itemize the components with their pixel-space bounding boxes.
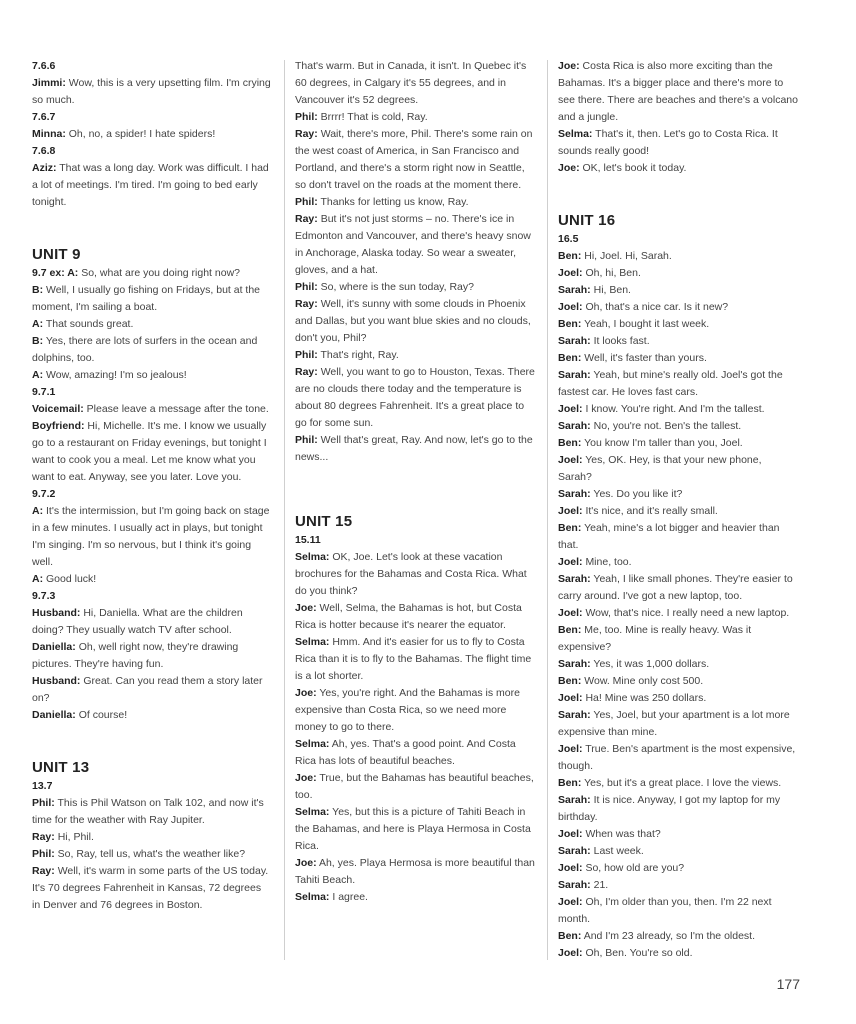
dialogue-text: Brrrr! That is cold, Ray. [320, 111, 428, 123]
speaker-name: Joel: [558, 403, 583, 415]
dialogue-text: OK, Joe. Let's look at these vacation brochures for the Bahamas and Costa Rica. What do you think? [295, 551, 527, 597]
dialogue-line [558, 656, 798, 673]
speaker-name: Jimmi: [32, 77, 66, 89]
dialogue-line [295, 685, 535, 736]
dialogue-line [558, 792, 798, 826]
dialogue-text: Yes. Do you like it? [593, 488, 683, 500]
speaker-name: Ray: [295, 366, 318, 378]
dialogue-line [558, 945, 798, 962]
speaker-name: Sarah: [558, 794, 591, 806]
dialogue-text: Well that's great, Ray. And now, let's go to the news... [295, 434, 533, 463]
dialogue-line [558, 401, 798, 418]
dialogue-text: Yes, but this is a picture of Tahiti Beach in the Bahamas, and here is Playa Hermosa in Costa Rica. [295, 806, 531, 852]
speaker-name: A: [32, 505, 44, 517]
dialogue-text: True. Ben's apartment is the most expensive, though. [558, 743, 796, 772]
speaker-name: Aziz: [32, 162, 57, 174]
speaker-name: Selma: [295, 551, 330, 563]
dialogue-text: So, how old are you? [585, 862, 685, 874]
dialogue-text: When was that? [585, 828, 661, 840]
track-number: 9.7.1 [32, 386, 56, 398]
speaker-name: Ben: [558, 250, 582, 262]
dialogue-text: And I'm 23 already, so I'm the oldest. [583, 930, 756, 942]
dialogue-line [32, 401, 272, 418]
dialogue-text: You know I'm taller than you, Joel. [584, 437, 743, 449]
dialogue-line [558, 605, 798, 622]
dialogue-line [558, 333, 798, 350]
unit-heading: UNIT 13 [32, 759, 90, 776]
speaker-name: Ben: [558, 522, 582, 534]
speaker-name: Selma: [295, 738, 330, 750]
dialogue-text: Hi, Phil. [57, 831, 94, 843]
speaker-name: Ray: [295, 128, 318, 140]
dialogue-line [32, 639, 272, 673]
speaker-name: Ben: [558, 777, 582, 789]
speaker-name: Joel: [558, 607, 583, 619]
dialogue-text: Hi, Daniella. What are the children doing? They usually watch TV after school. [32, 607, 243, 636]
dialogue-line [32, 316, 272, 333]
speaker-name: Sarah: [558, 658, 591, 670]
dialogue-line [295, 364, 535, 432]
speaker-name: Daniella: [32, 709, 76, 721]
dialogue-text: No, you're not. Ben's the tallest. [593, 420, 742, 432]
dialogue-line [558, 843, 798, 860]
track-number: 7.6.6 [32, 60, 56, 72]
dialogue-line [558, 503, 798, 520]
page-number: 177 [776, 976, 800, 992]
speaker-name: Joel: [558, 301, 583, 313]
speaker-name: Sarah: [558, 709, 591, 721]
dialogue-text: Oh, I'm older than you, then. I'm 22 next month. [558, 896, 772, 925]
speaker-name: Phil: [295, 281, 318, 293]
dialogue-text: Yes, Joel, but your apartment is a lot more expensive than mine. [558, 709, 790, 738]
dialogue-text: Yeah, but mine's really old. Joel's got the fastest car. He loves fast cars. [558, 369, 783, 398]
dialogue-text: Wow, amazing! I'm so jealous! [46, 369, 187, 381]
dialogue-line [32, 707, 272, 724]
dialogue-text: Last week. [593, 845, 644, 857]
speaker-name: Ben: [558, 675, 582, 687]
dialogue-line [558, 126, 798, 160]
speaker-name: Sarah: [558, 335, 591, 347]
speaker-name: Sarah: [558, 879, 591, 891]
speaker-name: Sarah: [558, 845, 591, 857]
dialogue-text: Hi, Michelle. It's me. I know we usually go to a restaurant on Friday evenings, but tonight I want to cook you a meal. Let me know what you want to eat. Anyway, see you later. Love you. [32, 420, 267, 483]
transcript-section [32, 384, 272, 486]
dialogue-text: Yeah, I bought it last week. [584, 318, 710, 330]
track-number: 13.7 [32, 780, 53, 792]
speaker-name: Ray: [32, 831, 55, 843]
track-number: 9.7.3 [32, 590, 56, 602]
speaker-name: Voicemail: [32, 403, 84, 415]
dialogue-line [295, 211, 535, 279]
dialogue-text: That sounds great. [45, 318, 134, 330]
dialogue-line [295, 736, 535, 770]
speaker-name: B: [32, 335, 44, 347]
dialogue-text: Oh, well right now, they're drawing pictures. They're having fun. [32, 641, 239, 670]
speaker-name: Ben: [558, 930, 582, 942]
dialogue-line [558, 928, 798, 945]
transcript-section [32, 109, 272, 143]
speaker-name: Joel: [558, 896, 583, 908]
dialogue-line [558, 367, 798, 401]
speaker-name: Phil: [295, 349, 318, 361]
dialogue-line [295, 126, 535, 194]
speaker-name: Joe: [295, 602, 317, 614]
dialogue-text: Yes, OK. Hey, is that your new phone, Sarah? [558, 454, 762, 483]
speaker-name: Joel: [558, 828, 583, 840]
dialogue-text: Great. Can you read them a story later on? [32, 675, 263, 704]
dialogue-line [32, 160, 272, 211]
unit-heading: UNIT 9 [32, 246, 81, 263]
track-number: 9.7.2 [32, 488, 56, 500]
dialogue-text: That's warm. But in Canada, it isn't. In Quebec it's 60 degrees, in Calgary it's 55 degrees, and in Vancouver it's 52 degrees. [295, 60, 527, 106]
speaker-name: Ben: [558, 437, 582, 449]
dialogue-text: That's right, Ray. [320, 349, 399, 361]
dialogue-text: It's the intermission, but I'm going back on stage in a few minutes. I usually act in plays, but tonight I'm singing. I'm so nervous, but I think it's going well. [32, 505, 270, 568]
dialogue-text: Thanks for letting us know, Ray. [320, 196, 469, 208]
dialogue-line [32, 333, 272, 367]
dialogue-text: Yes, there are lots of surfers in the ocean and dolphins, too. [32, 335, 258, 364]
speaker-name: B: [32, 284, 44, 296]
dialogue-text: True, but the Bahamas has beautiful beaches, too. [295, 772, 534, 801]
transcript-column-1 [32, 58, 272, 914]
dialogue-text: Hi, Ben. [593, 284, 631, 296]
speaker-name: Joel: [558, 743, 583, 755]
dialogue-text: Well, you want to go to Houston, Texas. There are no clouds there today and the temperature is about 80 degrees Fahrenheit. It's a great place to go for some sun. [295, 366, 535, 429]
dialogue-line [558, 690, 798, 707]
dialogue-text: Well, it's faster than yours. [584, 352, 707, 364]
dialogue-line [558, 520, 798, 554]
dialogue-line [558, 265, 798, 282]
dialogue-text: Me, too. Mine is really heavy. Was it expensive? [558, 624, 752, 653]
speaker-name: Joe: [295, 857, 317, 869]
dialogue-text: Wow. Mine only cost 500. [584, 675, 704, 687]
dialogue-text: But it's not just storms – no. There's ice in Edmonton and Vancouver, and there's heavy snow in Anchorage, Alaska today. So wear a sweater, gloves, and a hat. [295, 213, 531, 276]
speaker-name: Phil: [295, 434, 318, 446]
transcript-section [32, 143, 272, 211]
dialogue-text: So, where is the sun today, Ray? [320, 281, 474, 293]
track-number: 15.11 [295, 534, 321, 546]
dialogue-line [32, 829, 272, 846]
dialogue-text: Well, Selma, the Bahamas is hot, but Costa Rica is hotter because it's nearer the equator. [295, 602, 522, 631]
dialogue-line [558, 418, 798, 435]
dialogue-text: Yes, it was 1,000 dollars. [593, 658, 710, 670]
speaker-name: Phil: [295, 196, 318, 208]
dialogue-line [558, 452, 798, 486]
dialogue-text: Mine, too. [585, 556, 632, 568]
dialogue-text: It looks fast. [593, 335, 650, 347]
speaker-name: Minna: [32, 128, 66, 140]
dialogue-text: Yeah, I like small phones. They're easier to carry around. I've got a new laptop, too. [558, 573, 793, 602]
dialogue-text: Wow, that's nice. I really need a new laptop. [585, 607, 790, 619]
dialogue-text: Good luck! [46, 573, 97, 585]
dialogue-text: Oh, that's a nice car. Is it new? [585, 301, 729, 313]
dialogue-text: Oh, Ben. You're so old. [585, 947, 693, 959]
dialogue-text: Ah, yes. That's a good point. And Costa Rica has lots of beautiful beaches. [295, 738, 516, 767]
speaker-name: Sarah: [558, 420, 591, 432]
dialogue-line [32, 571, 272, 588]
dialogue-line [558, 554, 798, 571]
speaker-name: Phil: [32, 797, 55, 809]
dialogue-text: Ha! Mine was 250 dollars. [585, 692, 707, 704]
speaker-name: Joel: [558, 267, 583, 279]
dialogue-text: Well, it's warm in some parts of the US today. It's 70 degrees Fahrenheit in Kansas, 72 degrees in Denver and 76 degrees in Boston. [32, 865, 269, 911]
transcript-section [32, 58, 272, 109]
dialogue-text: That was a long day. Work was difficult. I had a lot of meetings. I'm tired. I'm going to bed early tonight. [32, 162, 269, 208]
dialogue-text: Wow, this is a very upsetting film. I'm crying so much. [32, 77, 271, 106]
dialogue-line [558, 248, 798, 265]
transcript-section [32, 588, 272, 724]
speaker-name: Husband: [32, 675, 81, 687]
dialogue-text: That's it, then. Let's go to Costa Rica. It sounds really good! [558, 128, 778, 157]
dialogue-line [295, 347, 535, 364]
speaker-name: Ben: [558, 318, 582, 330]
dialogue-line [295, 855, 535, 889]
dialogue-line [32, 503, 272, 571]
dialogue-line [295, 109, 535, 126]
dialogue-text: It's nice, and it's really small. [585, 505, 718, 517]
track-number: 7.6.8 [32, 145, 56, 157]
transcript-column-3 [558, 58, 798, 962]
dialogue-line [32, 367, 272, 384]
speaker-name: Ben: [558, 352, 582, 364]
speaker-name: Sarah: [558, 488, 591, 500]
dialogue-line [295, 770, 535, 804]
dialogue-line [32, 126, 272, 143]
transcript-section [32, 245, 272, 384]
dialogue-text: So, what are you doing right now? [81, 267, 240, 279]
speaker-name: Joel: [558, 947, 583, 959]
unit-heading: UNIT 15 [295, 513, 353, 530]
speaker-name: Sarah: [558, 369, 591, 381]
speaker-name: Phil: [32, 848, 55, 860]
transcript-section [558, 211, 798, 962]
unit-heading: UNIT 16 [558, 212, 616, 229]
dialogue-line [32, 605, 272, 639]
dialogue-line [558, 707, 798, 741]
dialogue-line [558, 826, 798, 843]
track-number: 16.5 [558, 233, 579, 245]
dialogue-text: Oh, no, a spider! I hate spiders! [68, 128, 216, 140]
speaker-name: Joe: [558, 162, 580, 174]
speaker-name: Joe: [558, 60, 580, 72]
dialogue-text: Hi, Joel. Hi, Sarah. [584, 250, 672, 262]
dialogue-text: Yeah, mine's a lot bigger and heavier than that. [558, 522, 780, 551]
dialogue-text: I agree. [332, 891, 368, 903]
dialogue-line [558, 160, 798, 177]
dialogue-text: Well, I usually go fishing on Fridays, but at the moment, I'm sailing a boat. [32, 284, 261, 313]
dialogue-line [295, 279, 535, 296]
dialogue-text: Ah, yes. Playa Hermosa is more beautiful than Tahiti Beach. [295, 857, 535, 886]
dialogue-text: It is nice. Anyway, I got my laptop for my birthday. [558, 794, 781, 823]
speaker-name: Joel: [558, 862, 583, 874]
speaker-name: Joel: [558, 505, 583, 517]
speaker-name: Joe: [295, 687, 317, 699]
dialogue-line [32, 282, 272, 316]
dialogue-line [32, 265, 272, 282]
dialogue-line [558, 894, 798, 928]
speaker-name: Ray: [295, 298, 318, 310]
speaker-name: Ray: [32, 865, 55, 877]
speaker-name: Selma: [558, 128, 593, 140]
transcript-section [295, 512, 535, 906]
speaker-name: Sarah: [558, 284, 591, 296]
transcript-column-2 [295, 58, 535, 906]
speaker-name: Ray: [295, 213, 318, 225]
dialogue-line [558, 571, 798, 605]
transcript-section [558, 58, 798, 177]
dialogue-text: So, Ray, tell us, what's the weather like? [57, 848, 246, 860]
speaker-name: Sarah: [558, 573, 591, 585]
speaker-name: Joel: [558, 692, 583, 704]
dialogue-line [32, 673, 272, 707]
dialogue-line [295, 600, 535, 634]
dialogue-line [295, 296, 535, 347]
speaker-name: Boyfriend: [32, 420, 85, 432]
dialogue-text: Costa Rica is also more exciting than the Bahamas. It's a bigger place and there's more to see there. There are beaches and there's a volcano and a jungle. [558, 60, 798, 123]
dialogue-line [558, 622, 798, 656]
speaker-name: Phil: [295, 111, 318, 123]
dialogue-line [558, 673, 798, 690]
transcript-section [32, 758, 272, 914]
dialogue-text: 21. [593, 879, 609, 891]
dialogue-line [558, 741, 798, 775]
column-divider [547, 60, 548, 960]
dialogue-text: Yes, you're right. And the Bahamas is more expensive than Costa Rica, so we need more money to go to there. [295, 687, 520, 733]
dialogue-line [32, 863, 272, 914]
dialogue-line [32, 795, 272, 829]
speaker-name: Daniella: [32, 641, 76, 653]
dialogue-text: OK, let's book it today. [582, 162, 687, 174]
dialogue-line [558, 299, 798, 316]
transcript-section [295, 58, 535, 466]
dialogue-line [558, 316, 798, 333]
dialogue-line [558, 435, 798, 452]
speaker-name: A: [32, 369, 44, 381]
dialogue-line [558, 877, 798, 894]
dialogue-text: Please leave a message after the tone. [86, 403, 269, 415]
speaker-name: Selma: [295, 891, 330, 903]
dialogue-line [295, 549, 535, 600]
dialogue-line [558, 350, 798, 367]
dialogue-line [295, 432, 535, 466]
speaker-name: A: [32, 573, 44, 585]
column-divider [284, 60, 285, 960]
transcript-section [32, 486, 272, 588]
dialogue-line [558, 860, 798, 877]
speaker-name: Joel: [558, 556, 583, 568]
dialogue-line [558, 282, 798, 299]
speaker-name: Selma: [295, 636, 330, 648]
dialogue-text: Well, it's sunny with some clouds in Phoenix and Dallas, but you want blue skies and no clouds, don't you, Phil? [295, 298, 531, 344]
dialogue-line [558, 486, 798, 503]
dialogue-line [295, 634, 535, 685]
dialogue-line [32, 418, 272, 486]
speaker-name: 9.7 ex: A: [32, 267, 79, 279]
dialogue-line [32, 846, 272, 863]
speaker-name: Selma: [295, 806, 330, 818]
dialogue-line [295, 804, 535, 855]
dialogue-text: Oh, hi, Ben. [585, 267, 641, 279]
dialogue-text: Yes, but it's a great place. I love the views. [584, 777, 782, 789]
dialogue-line [295, 194, 535, 211]
speaker-name: Husband: [32, 607, 81, 619]
speaker-name: Joe: [295, 772, 317, 784]
dialogue-line [295, 58, 535, 109]
speaker-name: A: [32, 318, 44, 330]
dialogue-text: Hmm. And it's easier for us to fly to Costa Rica than it is to fly to the Bahamas. The flight time is a lot shorter. [295, 636, 532, 682]
dialogue-line [295, 889, 535, 906]
dialogue-text: Of course! [78, 709, 128, 721]
speaker-name: Ben: [558, 624, 582, 636]
dialogue-text: I know. You're right. And I'm the tallest. [585, 403, 765, 415]
track-number: 7.6.7 [32, 111, 56, 123]
dialogue-line [558, 58, 798, 126]
dialogue-text: Wait, there's more, Phil. There's some rain on the west coast of America, in San Francisco and Portland, and there's a storm right now in Seattle, so don't travel on the roads at the moment there. [295, 128, 533, 191]
dialogue-line [32, 75, 272, 109]
speaker-name: Joel: [558, 454, 583, 466]
dialogue-text: This is Phil Watson on Talk 102, and now it's time for the weather with Ray Jupiter. [32, 797, 264, 826]
dialogue-line [558, 775, 798, 792]
